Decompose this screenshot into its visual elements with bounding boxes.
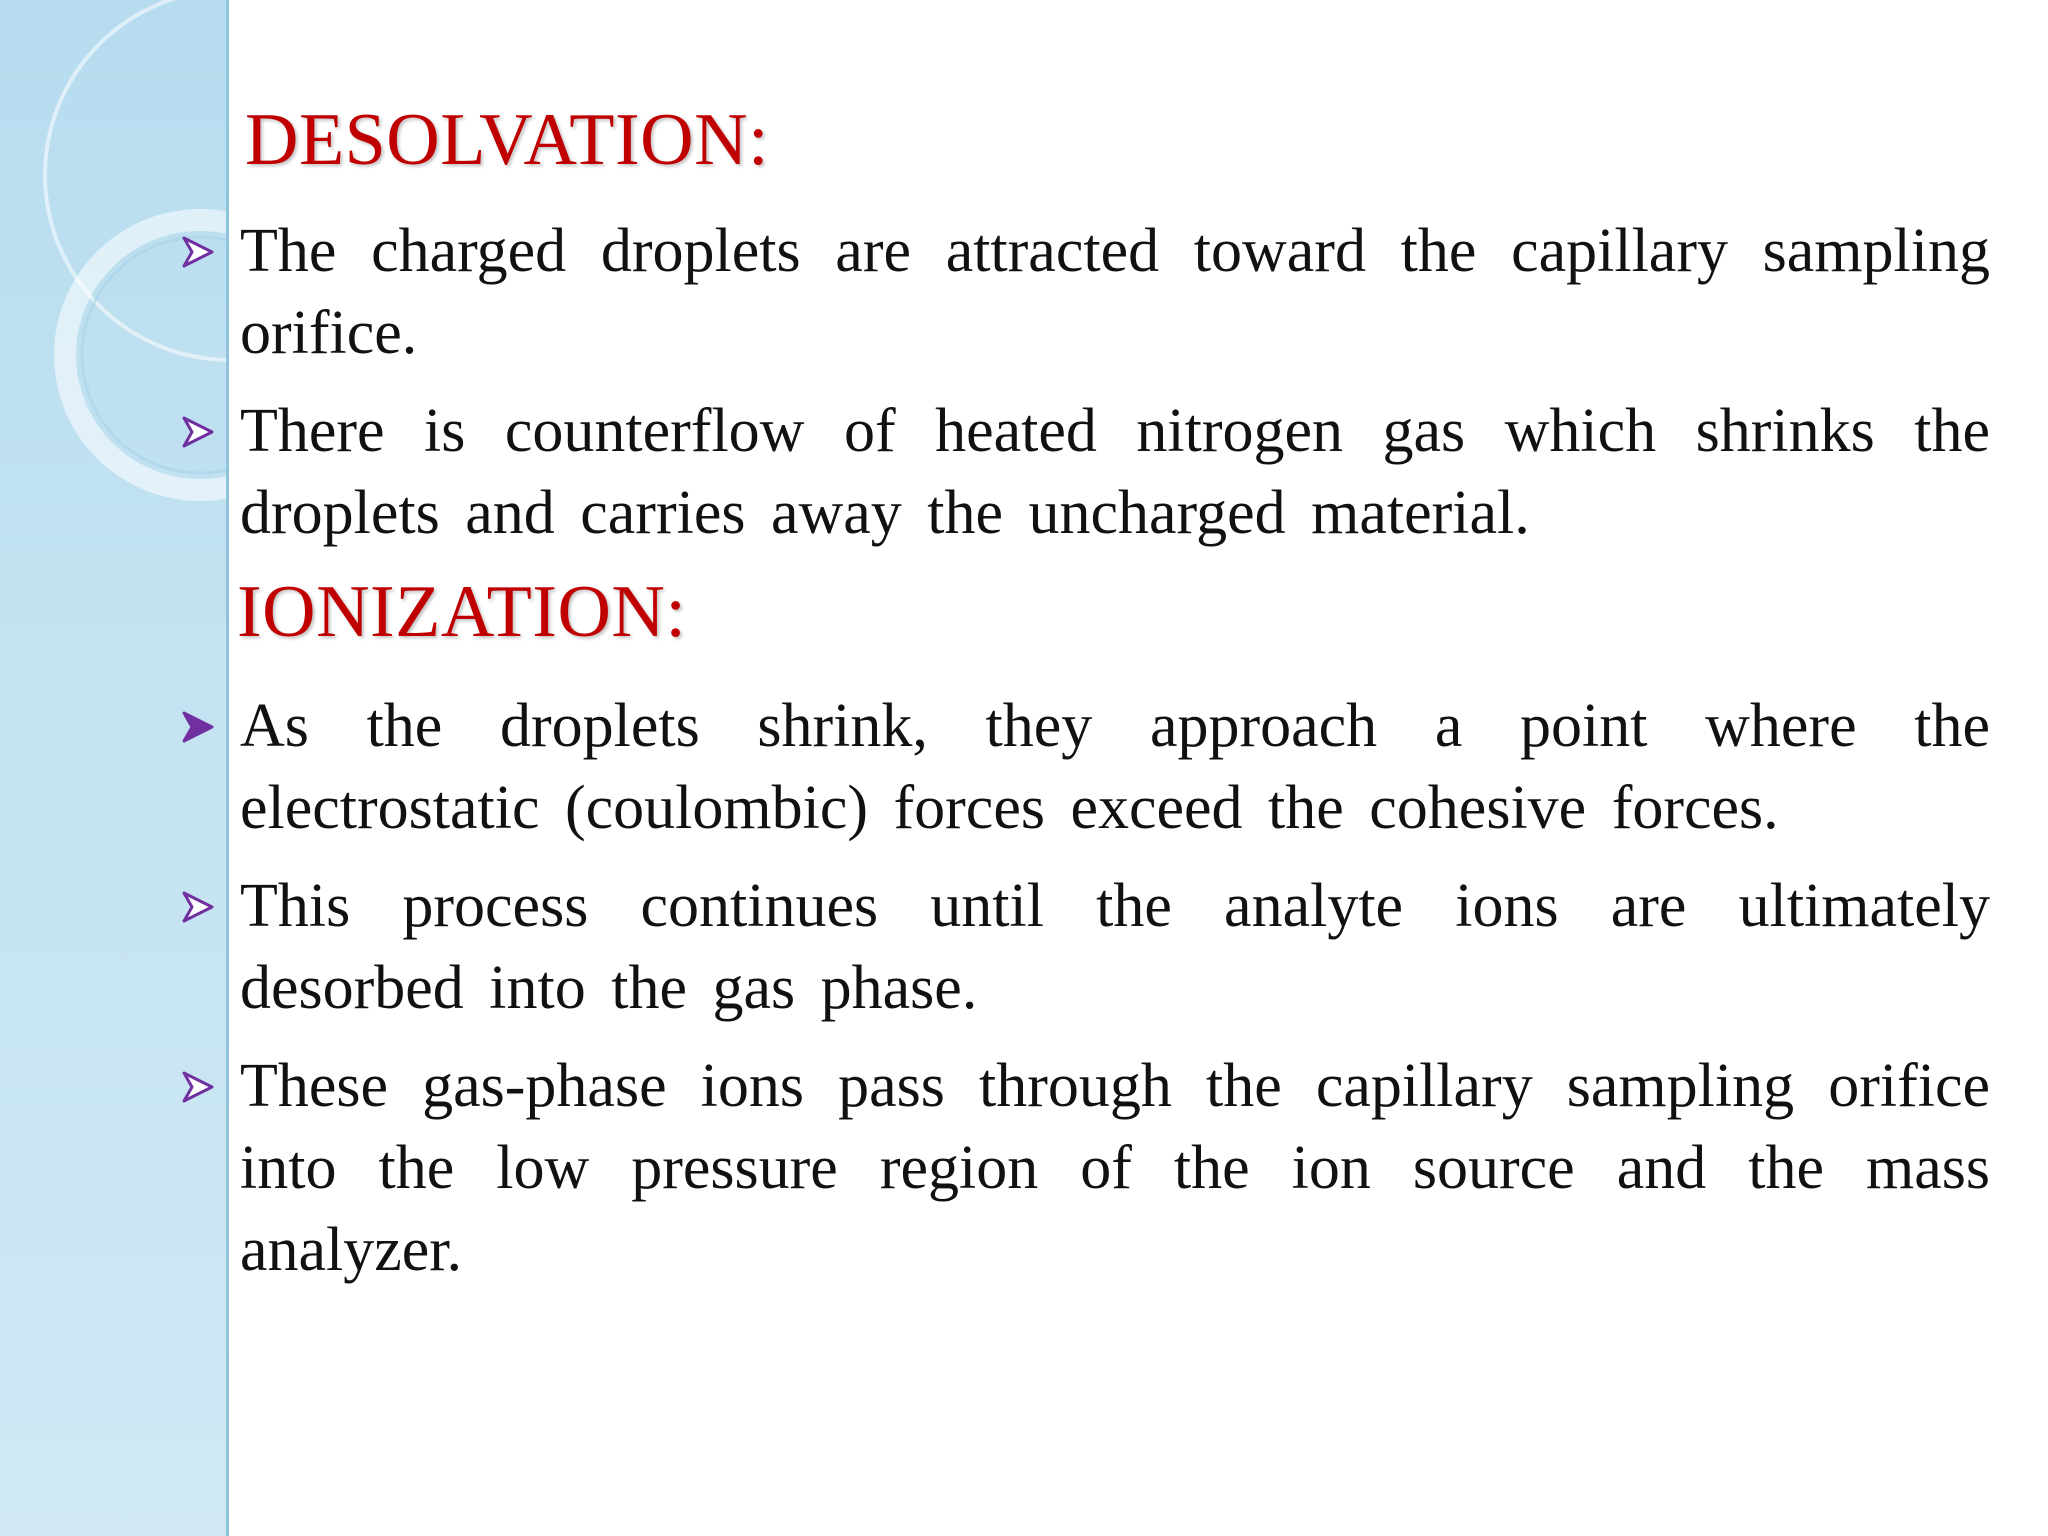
bullet-text: The charged droplets are attracted toward the capillary sampling orifice. <box>240 217 1990 367</box>
arrow-bullet-icon <box>178 887 218 927</box>
section-heading-desolvation: DESOLVATION: <box>245 99 770 181</box>
bullet-text: There is counterflow of heated nitrogen gas which shrinks the droplets and carries away the uncharged material. <box>240 397 1990 547</box>
arrow-bullet-icon <box>178 232 218 272</box>
arrow-bullet-icon <box>178 707 218 747</box>
arrow-bullet-icon <box>178 1067 218 1107</box>
bullet-text: These gas-phase ions pass through the capillary sampling orifice into the low pressure region of the ion source and the mass analyzer. <box>240 1052 1990 1284</box>
arrow-bullet-icon <box>178 412 218 452</box>
section-heading-ionization: IONIZATION: <box>237 571 687 653</box>
bullet-text: As the droplets shrink, they approach a point where the electrostatic (coulombic) forces exceed the cohesive forces. <box>240 692 1990 842</box>
bullet-text: This process continues until the analyte ions are ultimately desorbed into the gas phase. <box>240 872 1990 1022</box>
slide-content <box>170 0 2010 1536</box>
